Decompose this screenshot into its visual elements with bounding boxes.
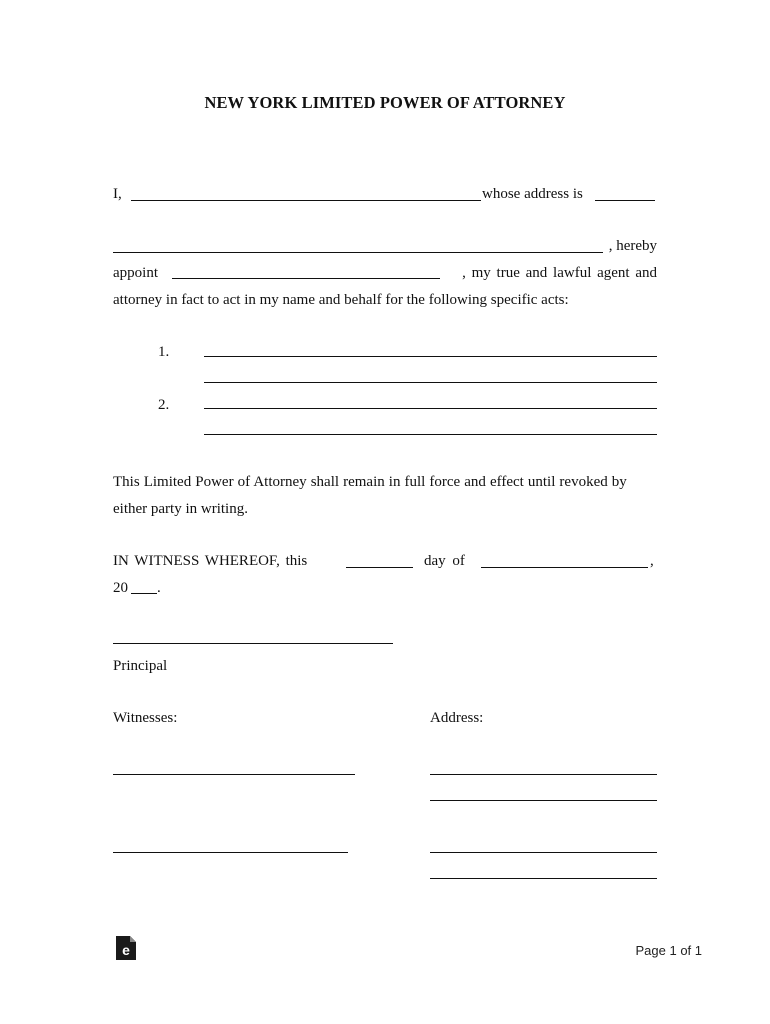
agent-name-field[interactable] <box>172 278 440 279</box>
eforms-logo-icon <box>116 936 136 960</box>
day-of-label: day of <box>424 553 465 569</box>
act-number-2: 2. <box>158 397 170 413</box>
principal-label: Principal <box>113 658 168 674</box>
year-suffix: . <box>157 580 161 596</box>
act-1-field-1[interactable] <box>204 356 657 357</box>
hereby-label: , hereby <box>608 238 657 254</box>
witness-1-address-field-2[interactable] <box>430 800 657 801</box>
witness-2-address-field-2[interactable] <box>430 878 657 879</box>
act-2-field-2[interactable] <box>204 434 657 435</box>
i-label: I, <box>113 186 122 202</box>
principal-signature-field[interactable] <box>113 643 393 644</box>
clause-line-2: either party in writing. <box>113 501 248 517</box>
in-witness-label: IN WITNESS WHEREOF, this <box>113 553 308 569</box>
agent-label: , my true and lawful agent and <box>462 265 657 281</box>
comma-label: , <box>650 553 654 569</box>
witnesses-label: Witnesses: <box>113 710 178 726</box>
year-prefix: 20 <box>113 580 128 596</box>
page-number: Page 1 of 1 <box>635 943 702 958</box>
day-field[interactable] <box>346 567 413 568</box>
clause-line-1: This Limited Power of Attorney shall remain in full force and effect until revoked by <box>113 474 627 490</box>
year-field[interactable] <box>131 593 157 594</box>
appoint-label: appoint <box>113 265 158 281</box>
witness-2-address-field-1[interactable] <box>430 852 657 853</box>
attorney-in-fact-text: attorney in fact to act in my name and behalf for the following specific acts: <box>113 292 569 308</box>
witness-1-signature-field[interactable] <box>113 774 355 775</box>
act-1-field-2[interactable] <box>204 382 657 383</box>
svg-text:e: e <box>122 942 130 958</box>
grantor-name-field[interactable] <box>131 200 481 201</box>
month-field[interactable] <box>481 567 648 568</box>
grantor-address-field-1[interactable] <box>595 200 655 201</box>
act-2-field-1[interactable] <box>204 408 657 409</box>
grantor-address-field-2[interactable] <box>113 252 603 253</box>
address-label: Address: <box>430 710 484 726</box>
act-number-1: 1. <box>158 344 170 360</box>
witness-1-address-field-1[interactable] <box>430 774 657 775</box>
witness-2-signature-field[interactable] <box>113 852 348 853</box>
whose-address-label: whose address is <box>482 186 583 202</box>
document-title: NEW YORK LIMITED POWER OF ATTORNEY <box>204 93 566 112</box>
